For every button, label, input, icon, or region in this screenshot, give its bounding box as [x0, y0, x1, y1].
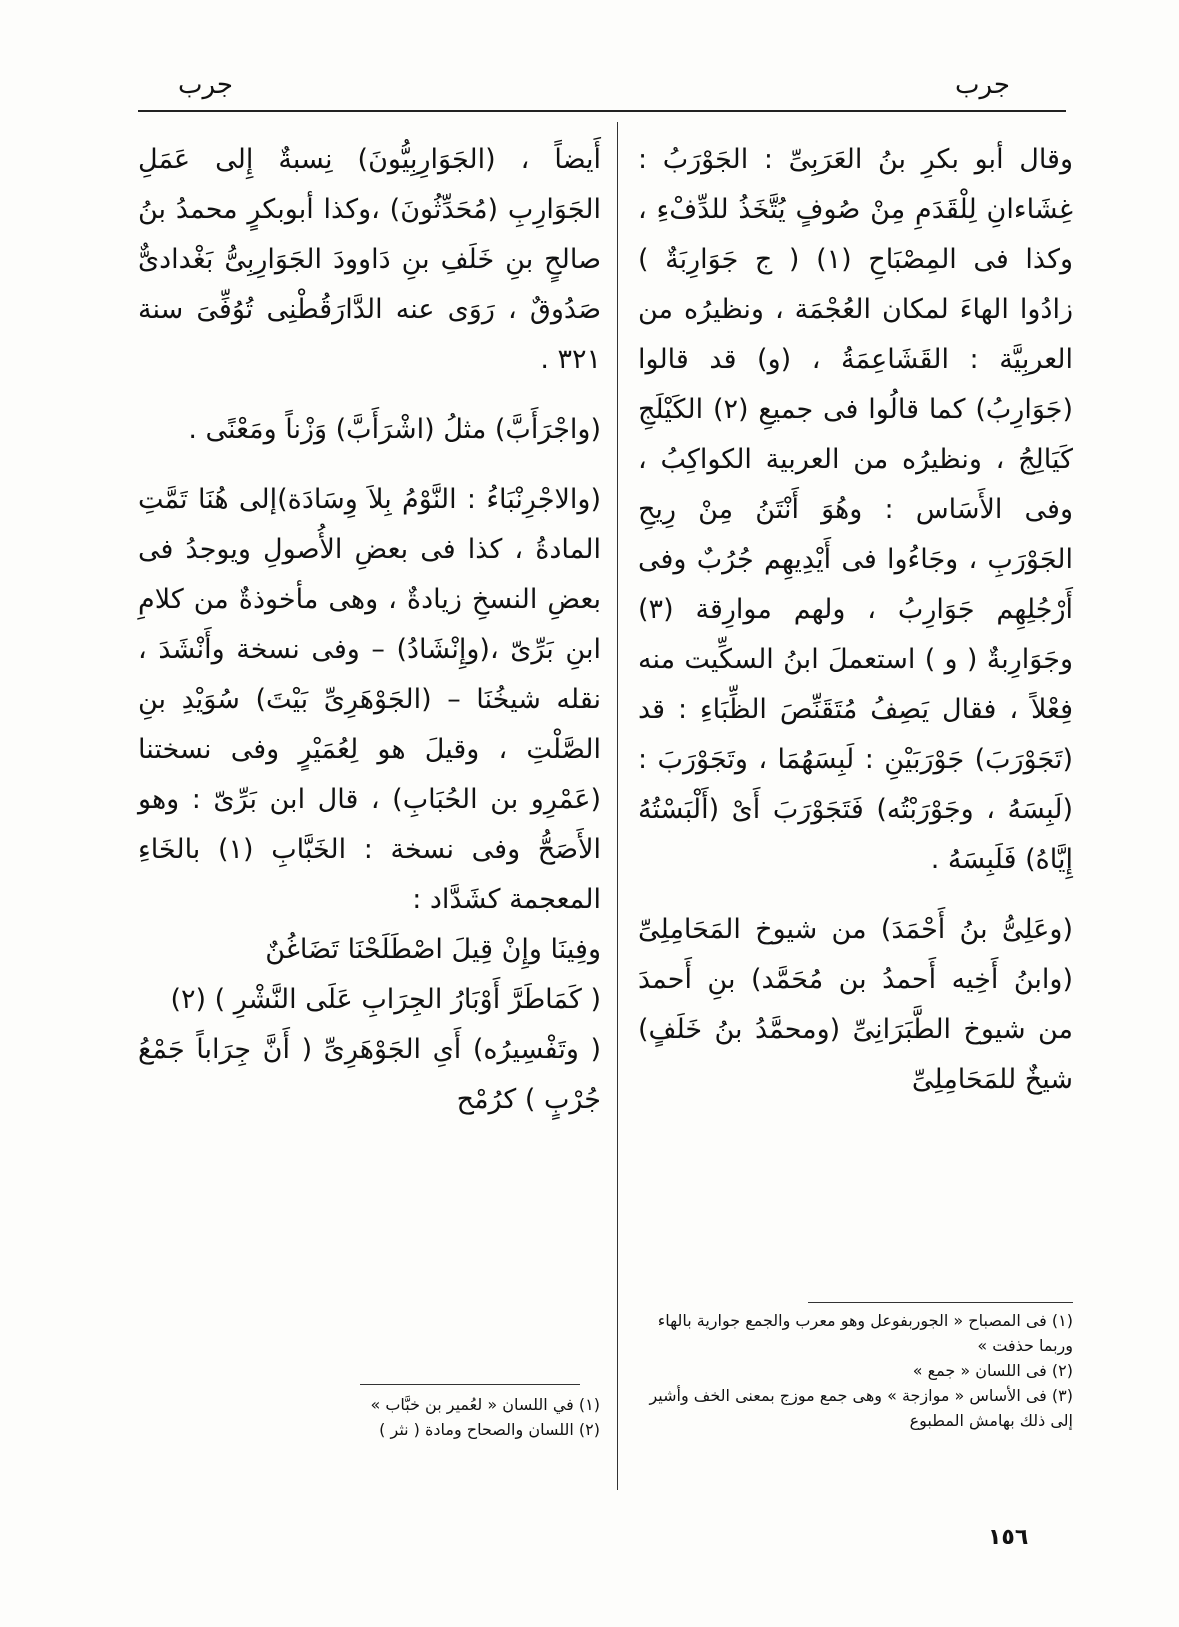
footnote: (٢) فى اللسان « جمع » [912, 1361, 1073, 1380]
running-header-right: جرب [955, 70, 1010, 100]
footnote: (٢) اللسان والصحاح ومادة ( نثر ) [379, 1420, 600, 1439]
paragraph: (والاجْرِنْبَاءُ : النَّوْمُ بِلاَ وِسَادَة)إلى هُنَا تَمَّتِ المادةُ ، كذا فى بعضِ الأُصولِ ويوجدُ فى بعضِ النسخِ زيادةٌ ، وهى مأخوذةٌ من كلامِ ابنِ بَرِّىّ ،(وإِنْشَادُ) – وفى نسخة وأَنْشَدَ ، نقله شيخُنَا – (الجَوْهَرِىِّ بَيْتَ) سُوَيْدِ بنِ الصَّلْتِ ، وقيلَ هو لِعُمَيْرٍ وفى نسختنا (عَمْرِو بن الحُبَابِ) ، قال ابن بَرِّىّ : وهو الأَصَحُّ وفى نسخة : الخَبَّابِ (١) بالخَاءِ المعجمة كشَدَّاد : [138, 484, 602, 915]
page-number: ١٥٦ [988, 1525, 1029, 1550]
poem-line: وفِينَا وإِنْ قِيلَ اصْطَلَحْنَا تَضَاغُنٌ [265, 934, 601, 965]
paragraph: وقال أبو بكرِ بنُ العَرَبِىِّ : الجَوْرَبُ : غِشَاءانِ لِلْقَدَمِ مِنْ صُوفٍ يُتَّخَذُ للدِّفْءِ ، وكذا فى المِصْبَاحِ (١) ( ج جَوَارِبَةٌ ) زادُوا الهاءَ لمكان العُجْمَة ، ونظيرُه من العربِيَّة : القَشَاعِمَةُ ، (و) قد قالوا (جَوَارِبُ) كما قالُوا فى جميعِ (٢) الكَيْلَجِ كَيَالِجُ ، ونظيرُه من العربية الكواكِبُ ، وفى الأَسَاس : وهُوَ أَنْتَنُ مِنْ رِيحِ الجَوْرَبِ ، وجَاءُوا فى أَيْدِيهِم جُرُبٌ وفى أَرْجُلِهِم جَوَارِبُ ، ولهم موارِقة (٣) وجَوَارِبةٌ ( و ) استعملَ ابنُ السكِّيت منه فِعْلاً ، فقال يَصِفُ مُتَقَنِّصَ الظِّبَاءِ : قد (تَجَوْرَبَ) جَوْرَبَيْنِ : لَبِسَهُمَا ، وتَجَوْرَبَ : (لَبِسَهُ ، وجَوْرَبْتُه) فَتَجَوْرَبَ أَىْ (أَلْبَسْتُهُ إِيَّاهُ) فَلَبِسَهُ . [638, 144, 1073, 875]
paragraph: (وعَلِىُّ بنُ أَحْمَدَ) من شيوخ المَحَامِلِىِّ (وابنُ أَخِيه أَحمدُ بن مُحَمَّد) بنِ أَحمدَ من شيوخ الطَّبَرَانِىِّ (ومحمَّدُ بنُ خَلَفٍ) شيخٌ للمَحَامِلِىِّ [638, 914, 1073, 1095]
footnote: (١) فى المصباح « الجوربفوعل وهو معرب والجمع جوارية بالهاء وربما حذفت » [657, 1311, 1073, 1355]
footnote-rule-left [360, 1384, 580, 1385]
footnote-rule-right [808, 1302, 1073, 1303]
header-rule [138, 110, 1066, 112]
right-text-column [638, 135, 1073, 1105]
poem-line: ( كَمَاطَرَّ أَوْبَارُ الجِرَابِ عَلَى النَّشْرِ ) (٢) [170, 984, 601, 1015]
footnotes-left [200, 1392, 600, 1442]
footnote: (١) في اللسان « لعُمير بن خبَّاب » [370, 1395, 600, 1414]
footnote: (٣) فى الأساس « موازجة » وهى جمع موزج بمعنى الخف وأشير إلى ذلك بهامش المطبوع [649, 1386, 1073, 1430]
paragraph: (واجْرَأَبَّ) مثلُ (اشْرَأَبَّ) وَزْناً ومَعْنًى . [188, 414, 601, 445]
column-divider [617, 122, 618, 1490]
running-header-left: جرب [178, 70, 233, 100]
footnotes-right [638, 1308, 1073, 1433]
left-text-column [138, 135, 601, 1125]
paragraph: أَيضاً ، (الجَوَارِبِيُّونَ) نِسبةٌ إِلى عَمَلِ الجَوَارِبِ (مُحَدِّثُونَ) ،وكذا أبوبكرٍ محمدُ بنُ صالحٍ بنِ خَلَفِ بنِ دَاوودَ الجَوَارِبِىُّ بَغْدادىٌّ صَدُوقٌ ، رَوَى عنه الدَّارَقُطْنِى تُوُفِّىَ سنة ٣٢١ . [138, 144, 601, 375]
paragraph: ( وتَفْسِيرُه) أَىِ الجَوْهَرِىِّ ( أَنَّ جِرَاباً جَمْعُ جُرْبٍ ) كرُمْح [138, 1034, 601, 1115]
